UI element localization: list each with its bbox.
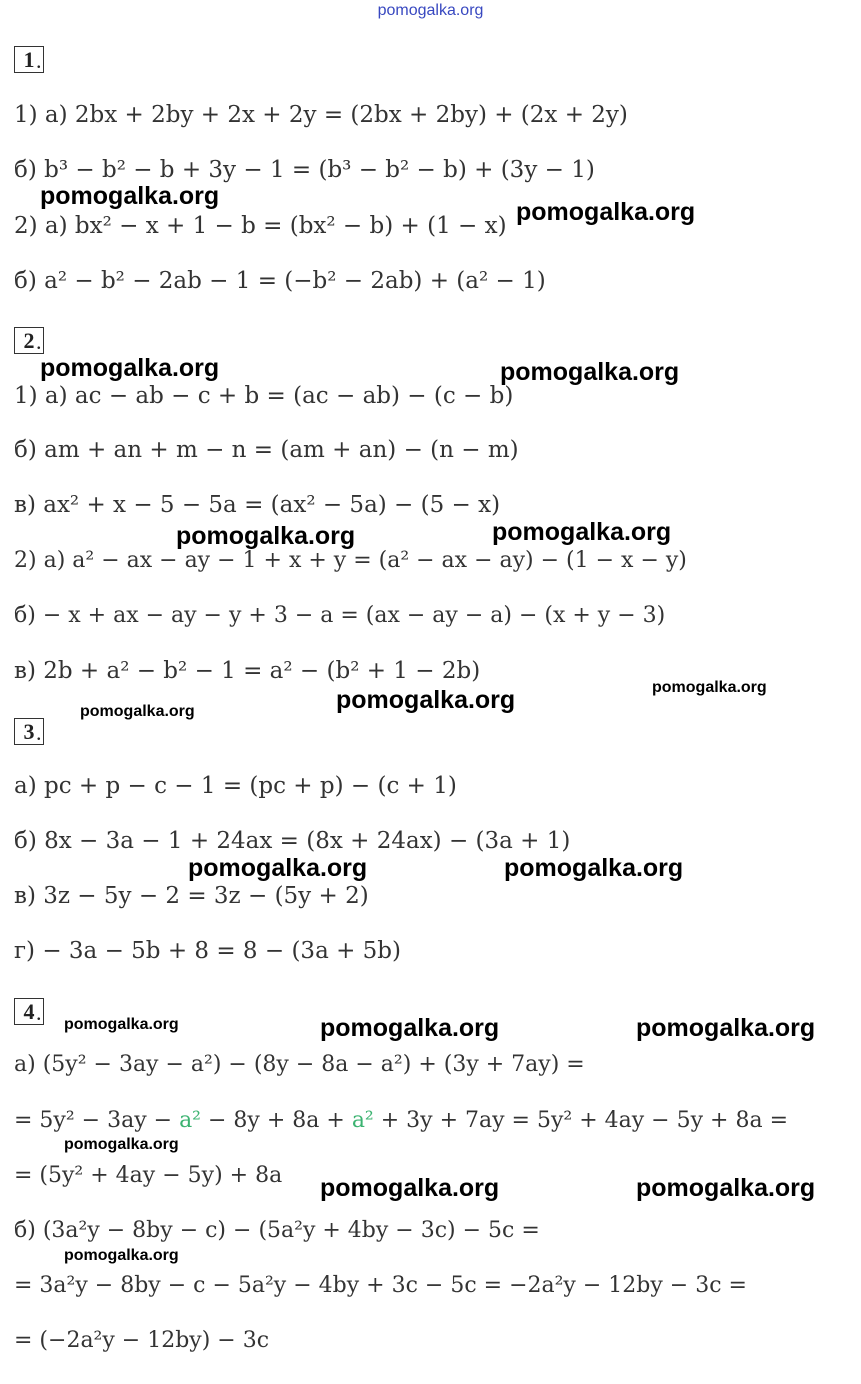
equation-line: 1) а) ac − ab − c + b = (ac − ab) − (c − b) <box>14 383 514 409</box>
watermark: pomogalka.org <box>188 854 368 882</box>
equation-part: − 8y + 8a + <box>208 1108 345 1133</box>
watermark: pomogalka.org <box>40 182 220 210</box>
equation-line <box>14 1108 788 1133</box>
highlighted-term: a² <box>351 1108 374 1133</box>
equation-line: б) b³ − b² − b + 3y − 1 = (b³ − b² − b) + (3y − 1) <box>14 157 595 183</box>
equation-line: б) 8x − 3a − 1 + 24ax = (8x + 24ax) − (3a + 1) <box>14 828 571 854</box>
watermark: pomogalka.org <box>40 354 220 382</box>
equation-line: = (5y² + 4ay − 5y) + 8a <box>14 1163 283 1188</box>
site-header-link[interactable]: pomogalka.org <box>377 2 484 19</box>
equation-line: г) − 3a − 5b + 8 = 8 − (3a + 5b) <box>14 938 402 964</box>
equation-line: а) pc + p − c − 1 = (pc + p) − (c + 1) <box>14 773 457 799</box>
equation-line: в) 2b + a² − b² − 1 = a² − (b² + 1 − 2b) <box>14 658 481 684</box>
equation-line: а) (5y² − 3ay − a²) − (8y − 8a − a²) + (3y + 7ay) = <box>14 1052 585 1077</box>
watermark: pomogalka.org <box>320 1174 500 1202</box>
task-number-dot: . <box>36 48 42 73</box>
watermark: pomogalka.org <box>64 1016 179 1033</box>
task-number-dot: . <box>36 329 42 354</box>
watermark: pomogalka.org <box>320 1014 500 1042</box>
task-number-dot: . <box>36 1000 42 1025</box>
watermark: pomogalka.org <box>500 358 680 386</box>
equation-line: б) a² − b² − 2ab − 1 = (−b² − 2ab) + (a² − 1) <box>14 268 546 294</box>
equation-line: 2) а) a² − ax − ay − 1 + x + y = (a² − ax − ay) − (1 − x − y) <box>14 548 687 573</box>
equation-line: б) − x + ax − ay − y + 3 − a = (ax − ay − a) − (x + y − 3) <box>14 603 666 628</box>
equation-line: 1) а) 2bx + 2by + 2x + 2y = (2bx + 2by) + (2x + 2y) <box>14 102 628 128</box>
watermark: pomogalka.org <box>636 1174 816 1202</box>
equation-line: = 3a²y − 8by − c − 5a²y − 4by + 3c − 5c = −2a²y − 12by − 3c = <box>14 1273 747 1298</box>
watermark: pomogalka.org <box>636 1014 816 1042</box>
task-number-box: 2 <box>14 327 44 354</box>
task-number-box: 3 <box>14 718 44 745</box>
task-number-box: 1 <box>14 46 44 73</box>
equation-part: + 3y + 7ay = 5y² + 4ay − 5y + 8a = <box>380 1108 788 1133</box>
highlighted-term: a² <box>179 1108 201 1133</box>
watermark: pomogalka.org <box>504 854 684 882</box>
watermark: pomogalka.org <box>64 1136 179 1153</box>
equation-line: б) am + an + m − n = (am + an) − (n − m) <box>14 437 519 463</box>
watermark: pomogalka.org <box>80 703 195 720</box>
watermark: pomogalka.org <box>336 686 516 714</box>
equation-line: = (−2a²y − 12by) − 3c <box>14 1328 270 1353</box>
watermark: pomogalka.org <box>64 1247 179 1264</box>
task-number-box: 4 <box>14 998 44 1025</box>
watermark: pomogalka.org <box>516 198 696 226</box>
watermark: pomogalka.org <box>652 679 767 696</box>
equation-line: 2) а) bx² − x + 1 − b = (bx² − b) + (1 − x) <box>14 213 507 239</box>
equation-part: = 5y² − 3ay − <box>14 1108 173 1133</box>
watermark: pomogalka.org <box>492 518 672 546</box>
equation-line: в) ax² + x − 5 − 5a = (ax² − 5a) − (5 − x) <box>14 492 501 518</box>
equation-line: в) 3z − 5y − 2 = 3z − (5y + 2) <box>14 883 369 909</box>
task-number-dot: . <box>36 720 42 745</box>
equation-line: б) (3a²y − 8by − c) − (5a²y + 4by − 3c) − 5c = <box>14 1218 540 1243</box>
watermark: pomogalka.org <box>176 522 356 550</box>
